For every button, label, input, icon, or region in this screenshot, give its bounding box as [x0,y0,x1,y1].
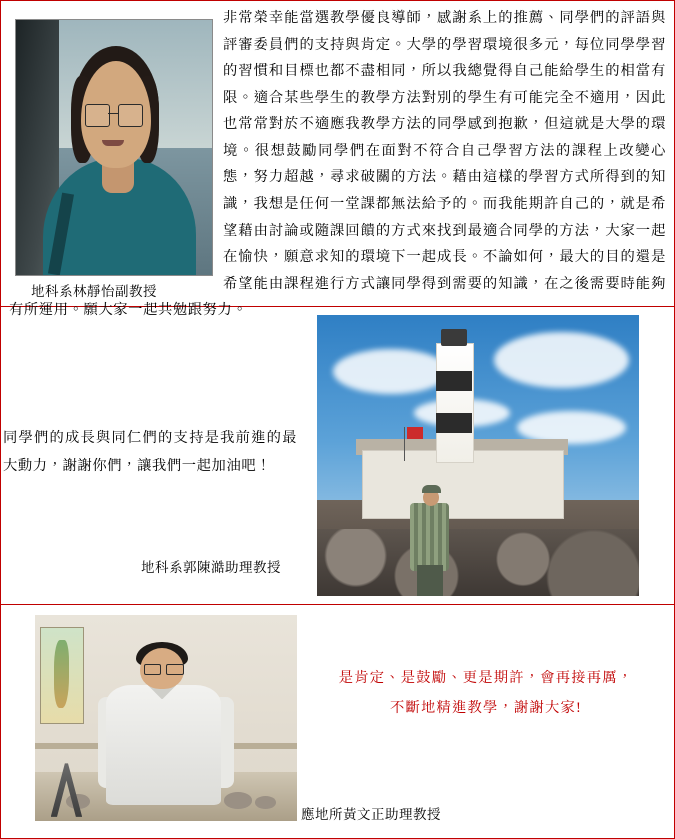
photo-person-mouth [102,140,124,146]
portrait-huang-wen-cheng [35,615,297,821]
photo-lighthouse-tower [436,343,473,463]
photo-rocks [317,529,639,596]
caption-huang: 應地所黃文正助理教授 [301,807,441,822]
photo-rock-sample [255,796,276,808]
paragraph-huang-line-1: 是肯定、是鼓勵、更是期許，會再接再厲， [338,670,634,686]
photo-person-glasses-right [166,664,184,674]
paragraph-chen: 同學們的成長與同仁們的支持是我前進的最大動力，謝謝你們，讓我們一起加油吧！ [3,430,297,474]
photo-person-glasses-left [144,664,162,674]
photo-lighthouse-with-chen [317,315,639,596]
paragraph-huang [321,663,651,723]
caption-lin: 地科系林靜怡副教授 [31,284,157,299]
photo-lighthouse-band [436,413,471,433]
paragraph-lin: 非常榮幸能當選教學優良導師，感謝系上的推薦、同學們的評語與評審委員們的支持與肯定。大學的學習環境很多元，每位同學學習的習慣和目標也都不盡相同，所以我總覺得自己能給學生的相當有限。適合某些學生的教學方法對別的學生有可能完全不適用，因此也常常對於不適應我教學方法的同學感到抱歉，但這就是大學的環境。很想鼓勵同學們在面對不符合自己學習方法的課程上改變心態，努力超越，尋求破關的方法。藉由這樣的學習方式所得到的知識，我想是任何一堂課都無法給予的。而我能期許自己的，就是希望藉由討論或隨課回饋的方式來找到最適合同學的方法，大家一起在愉快，願意求知的環境下一起成長。不論如何，最大的目的還是希望能由課程進行方式讓同學得到需要的知識，在之後需要時能夠有所運用。願大家一起共勉跟努力。 [9,10,666,319]
section-lin [1,1,674,319]
photo-wall-map [40,627,84,724]
photo-cloud [333,349,449,394]
portrait-lin-ching-yi [15,19,213,276]
photo-person-glasses-left [85,104,111,126]
photo-person-legs [417,565,443,596]
caption-chen: 地科系郭陳澔助理教授 [141,560,281,575]
photo-rock-sample [224,792,253,808]
section-huang [1,605,674,835]
paragraph-huang-line-2: 不斷地精進教學，謝謝大家! [390,700,582,717]
photo-person-shirt [106,685,221,804]
photo-person-body [410,503,449,570]
photo-lighthouse-lamp [441,329,467,346]
photo-flagpole [404,427,406,461]
photo-cloud [494,332,629,388]
photo-map-island [54,640,69,708]
photo-person-glasses-bridge [108,113,118,114]
section-chen [1,307,674,604]
photo-flag [407,427,423,438]
photo-person-glasses-right [118,104,144,126]
photo-lighthouse-band [436,371,471,391]
photo-person-cap [422,485,441,493]
